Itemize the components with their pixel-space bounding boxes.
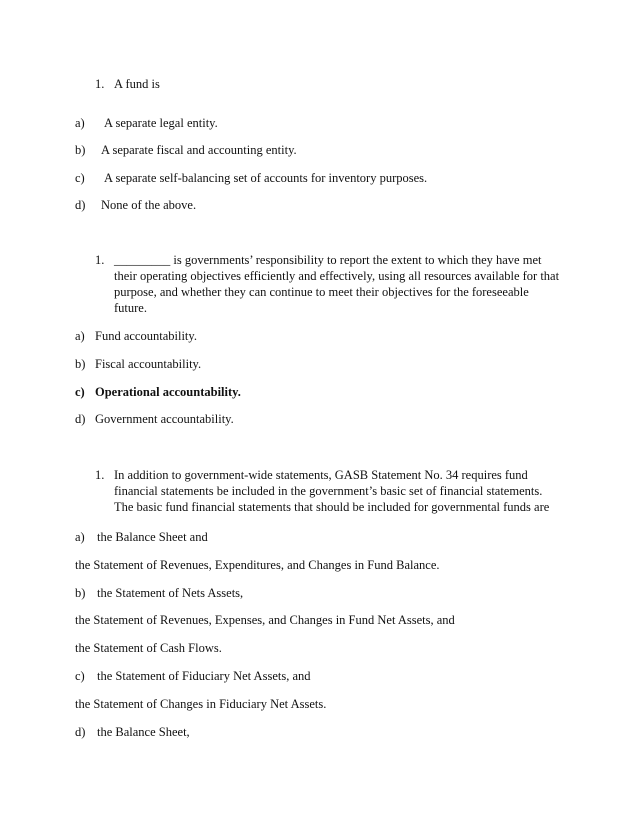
option-letter: c) <box>75 385 85 399</box>
option-letter: d) <box>75 198 86 212</box>
question-stem-line: their operating objectives efficiently and effectively, using all resources available for that <box>114 269 560 283</box>
question-number: 1. <box>95 253 105 267</box>
question-number: 1. <box>95 77 105 91</box>
option-text: A separate fiscal and accounting entity. <box>101 143 297 157</box>
option-text: Fund accountability. <box>95 329 197 343</box>
question-stem-line: _________ is governments’ responsibility to report the extent to which they have met <box>114 253 542 267</box>
option-letter: c) <box>75 171 85 185</box>
question-stem-line: purpose, and whether they can continue to meet their objectives for the foreseeable <box>114 285 529 299</box>
option-text: the Statement of Nets Assets, <box>97 586 244 600</box>
option-letter: a) <box>75 530 85 544</box>
question-number: 1. <box>95 468 105 482</box>
option-text: Fiscal accountability. <box>95 357 202 371</box>
option-text: None of the above. <box>101 198 197 212</box>
question-stem-line: The basic fund financial statements that should be included for governmental funds are <box>114 500 550 514</box>
question-stem-line: financial statements be included in the government’s basic set of financial statements. <box>114 484 543 498</box>
question-stem-line: In addition to government-wide statements, GASB Statement No. 34 requires fund <box>114 468 528 482</box>
option-letter: b) <box>75 586 86 600</box>
option-letter: b) <box>75 357 86 371</box>
option-text: the Statement of Changes in Fiduciary Net Assets. <box>75 697 327 711</box>
option-letter: d) <box>75 725 86 739</box>
option-text: the Balance Sheet and <box>97 530 208 544</box>
option-text: A separate self-balancing set of accounts for inventory purposes. <box>104 171 428 185</box>
option-text: the Statement of Fiduciary Net Assets, and <box>97 669 311 683</box>
option-text: the Statement of Revenues, Expenditures, and Changes in Fund Balance. <box>75 558 440 572</box>
option-letter: a) <box>75 116 85 130</box>
correct-option-text: Operational accountability. <box>95 385 241 399</box>
option-text: the Statement of Cash Flows. <box>75 641 222 655</box>
option-letter: d) <box>75 412 86 426</box>
option-text: A separate legal entity. <box>104 116 218 130</box>
option-text: the Balance Sheet, <box>97 725 190 739</box>
option-letter: b) <box>75 143 86 157</box>
option-letter: c) <box>75 669 85 683</box>
question-stem: A fund is <box>114 77 160 91</box>
option-letter: a) <box>75 329 85 343</box>
question-stem-line: future. <box>114 301 147 315</box>
option-text: the Statement of Revenues, Expenses, and Changes in Fund Net Assets, and <box>75 613 455 627</box>
option-text: Government accountability. <box>95 412 234 426</box>
